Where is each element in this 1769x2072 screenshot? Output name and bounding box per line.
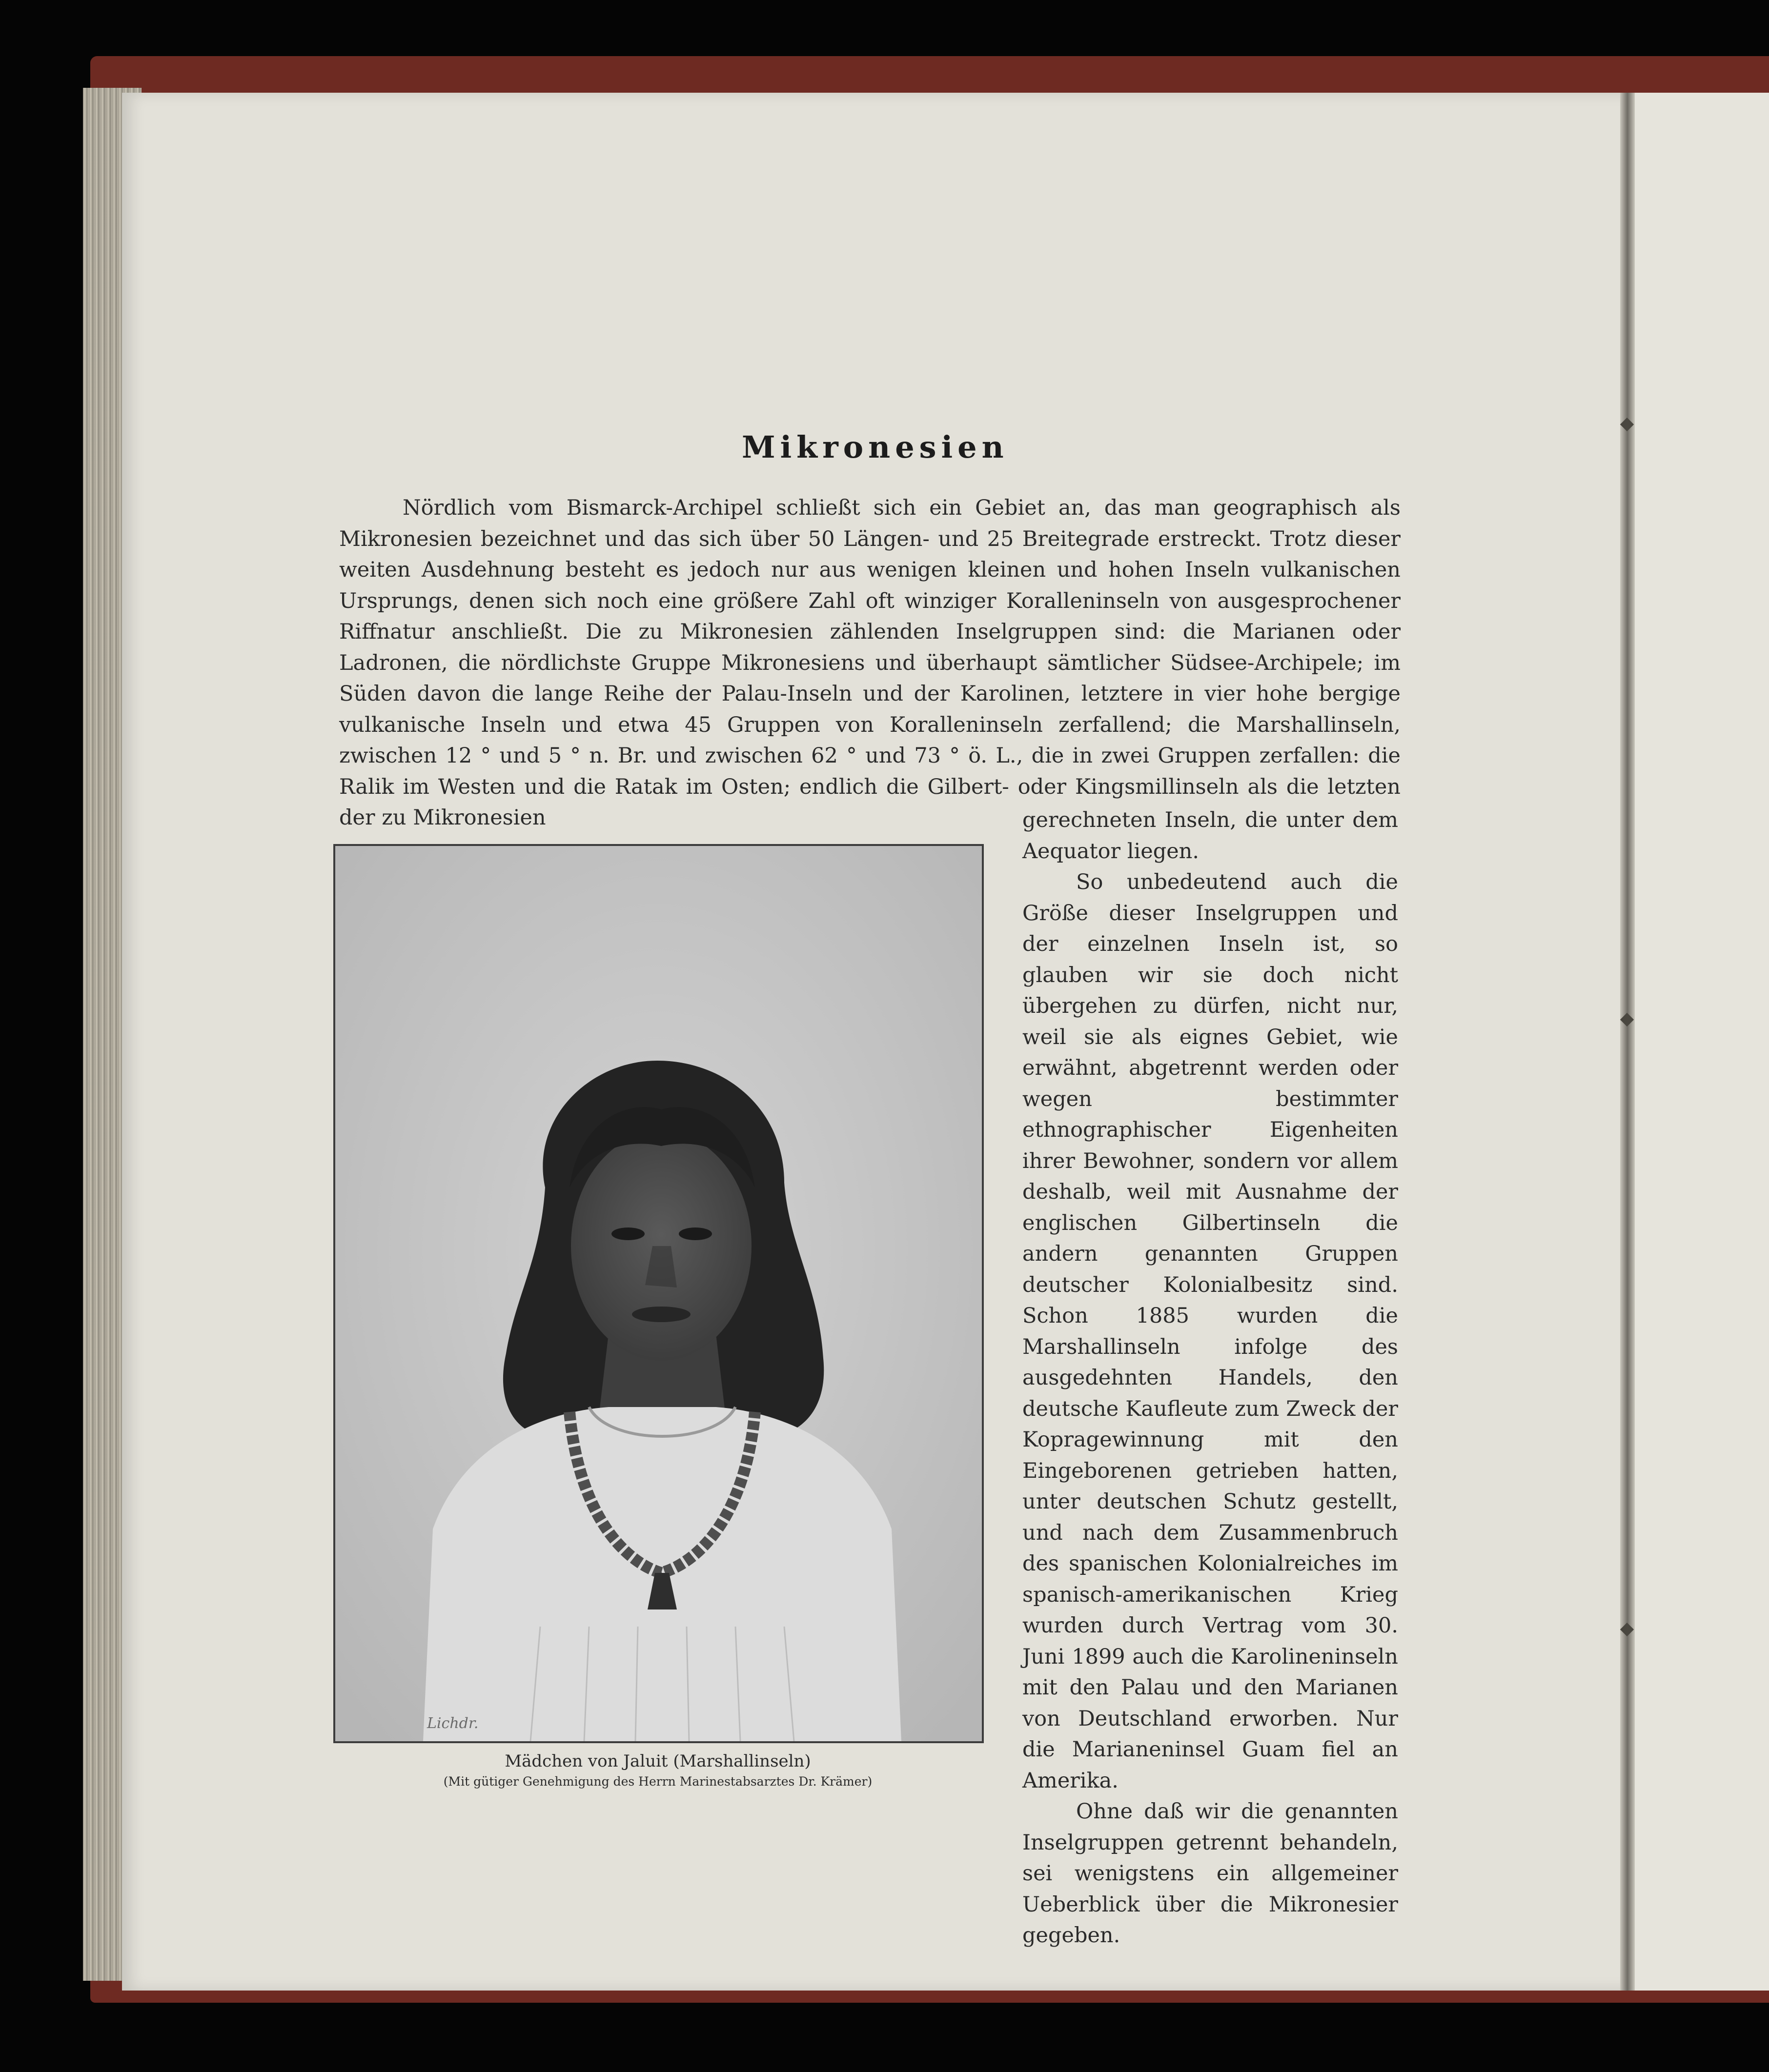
photo-caption: Mädchen von Jaluit (Marshallinseln)	[505, 1751, 811, 1771]
page-gutter	[1620, 93, 1635, 1991]
paragraph-1-continued: gerechneten Inseln, die unter dem Aequator liegen.	[1022, 808, 1398, 864]
paragraph-3: Ohne daß wir die genannten Inselgruppen getrennt behandeln, sei wenigstens ein allgemeiner Ueberblick über die Mikronesier gegeben.	[1022, 1799, 1398, 1948]
photographer-signature: Lichdr.	[427, 1715, 479, 1732]
photo-credit: (Mit gütiger Genehmigung des Herrn Marinestabsarztes Dr. Krämer)	[443, 1774, 873, 1789]
right-column	[1022, 805, 1398, 1951]
intro-paragraph	[339, 493, 1401, 834]
facing-page	[1632, 93, 1769, 1991]
paragraph-1: Nördlich vom Bismarck-Archipel schließt sich ein Gebiet an, das man geographisch als Mikronesien bezeichnet und das sich über 50 Längen- und 25 Breitegrade erstreckt. Trotz dieser weiten Ausdehnung besteht es jedoch nur aus wenigen kleinen und hohen Inseln vulkanischen Ursprungs, denen sich noch eine größere Zahl oft winziger Koralleninseln von ausgesprochener Riffnatur anschließt. Die zu Mikronesien zählenden Inselgruppen sind: die Marianen oder Ladronen, die nördlichste Gruppe Mikronesiens und überhaupt sämtlicher Südsee-Archipele; im Süden davon die lange Reihe der Palau-Inseln und der Karolinen, letztere in vier hohe bergige vulkanische Inseln und etwa 45 Gruppen von Koralleninseln zerfallend; die Marshallinseln, zwischen 12 ° und 5 ° n. Br. und zwischen 62 ° und 73 ° ö. L., die in zwei Gruppen zerfallen: die Ralik im Westen und die Ratak im Osten; endlich die Gilbert- oder Kingsmillinseln als die letzten der zu Mikronesien	[339, 496, 1401, 830]
portrait-photo	[333, 844, 984, 1743]
portrait-image	[335, 846, 982, 1741]
page-title: Mikronesien	[742, 429, 1009, 465]
paragraph-2: So unbedeutend auch die Größe dieser Inselgruppen und der einzelnen Inseln ist, so glauben wir sie doch nicht übergehen zu dürfen, nicht nur, weil sie als eignes Gebiet, wie erwähnt, abgetrennt werden oder wegen bestimmter ethnographischer Eigenheiten ihrer Bewohner, sondern vor allem deshalb, weil mit Ausnahme der englischen Gilbertinseln die andern genannten Gruppen deutscher Kolonialbesitz sind. Schon 1885 wurden die Marshallinseln infolge des ausgedehnten Handels, den deutsche Kaufleute zum Zweck der Kopragewinnung mit den Eingeborenen getrieben hatten, unter deutschen Schutz gestellt, und nach dem Zusammenbruch des spanischen Kolonialreiches im spanisch-amerikanischen Krieg wurden durch Vertrag vom 30. Juni 1899 auch die Karolineninseln mit den Palau und den Marianen von Deutschland erworben. Nur die Marianeninsel Guam fiel an Amerika.	[1022, 870, 1398, 1793]
